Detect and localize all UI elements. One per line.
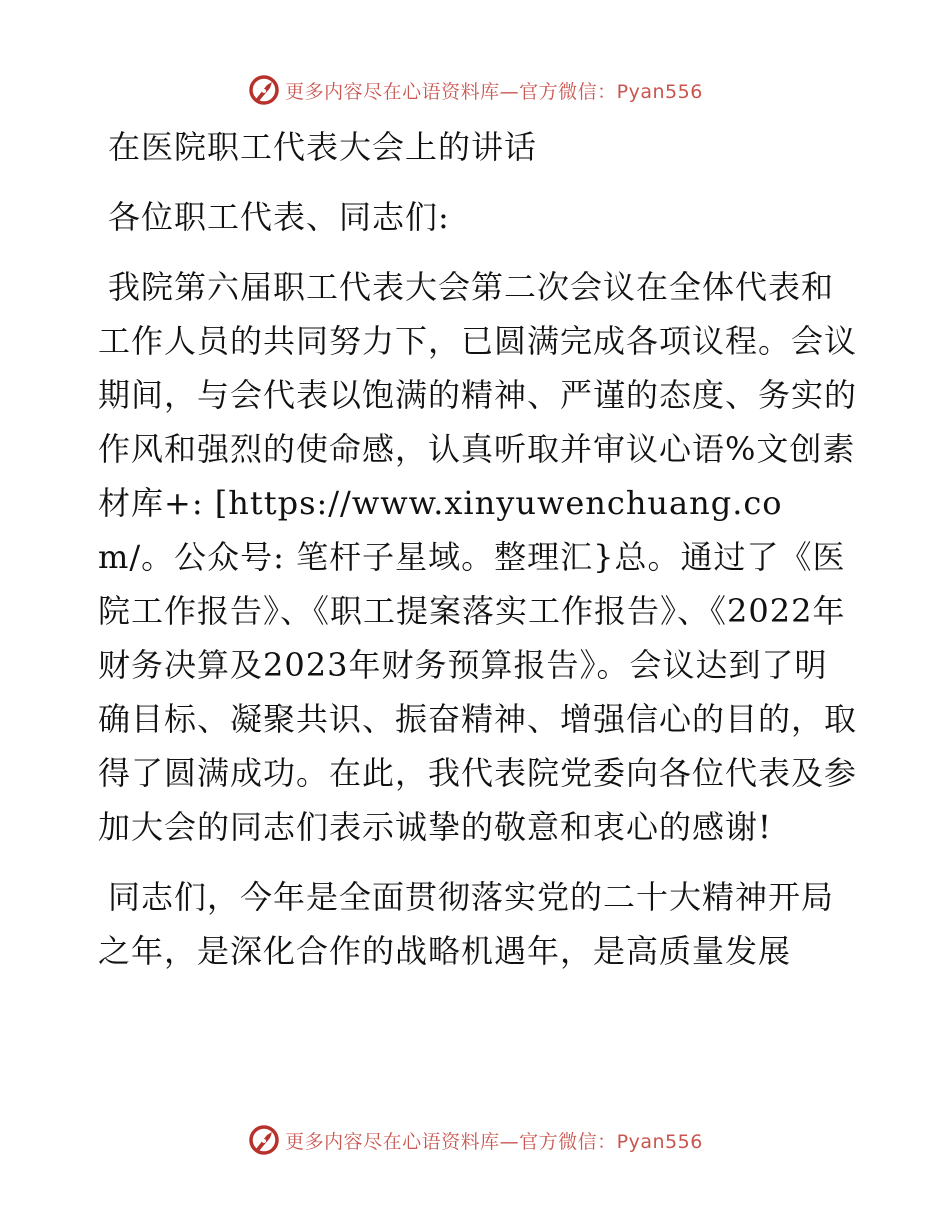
- paragraph: 我院第六届职工代表大会第二次会议在全体代表和工作人员的共同努力下，已圆满完成各项议程。会议期间，与会代表以饱满的精神、严谨的态度、务实的作风和强烈的使命感，认真听取并审议心语%文创素材库+: [https://www.xinyuwenchuang.com/。公众号: 笔杆子星域。整理汇}总。通过了《医院工作报告》、《职工提案落实工作报告》、《2022年财务决算及2023年财务预算报告》。会议达到了明确目标、凝聚共识、振奋精神、增强信心的目的，取得了圆满成功。在此，我代表院党委向各位代表及参加大会的同志们表示诚挚的敬意和衷心的感谢!: [98, 268, 858, 846]
- footer-banner-text: 更多内容尽在心语资料库—官方微信：Pyan556: [285, 1130, 703, 1153]
- header-banner-text: 更多内容尽在心语资料库—官方微信：Pyan556: [285, 80, 703, 103]
- salutation: 各位职工代表、同志们:: [108, 198, 450, 236]
- paragraph: 同志们，今年是全面贯彻落实党的二十大精神开局之年，是深化合作的战略机遇年，是高质量发展: [98, 878, 835, 970]
- document-title: 在医院职工代表大会上的讲话: [108, 128, 538, 166]
- header-banner: [0, 70, 950, 110]
- document-body: [98, 120, 858, 978]
- pen-nib-logo-icon: [247, 73, 281, 107]
- pen-nib-logo-icon: [247, 1123, 281, 1157]
- footer-banner: [0, 1120, 950, 1160]
